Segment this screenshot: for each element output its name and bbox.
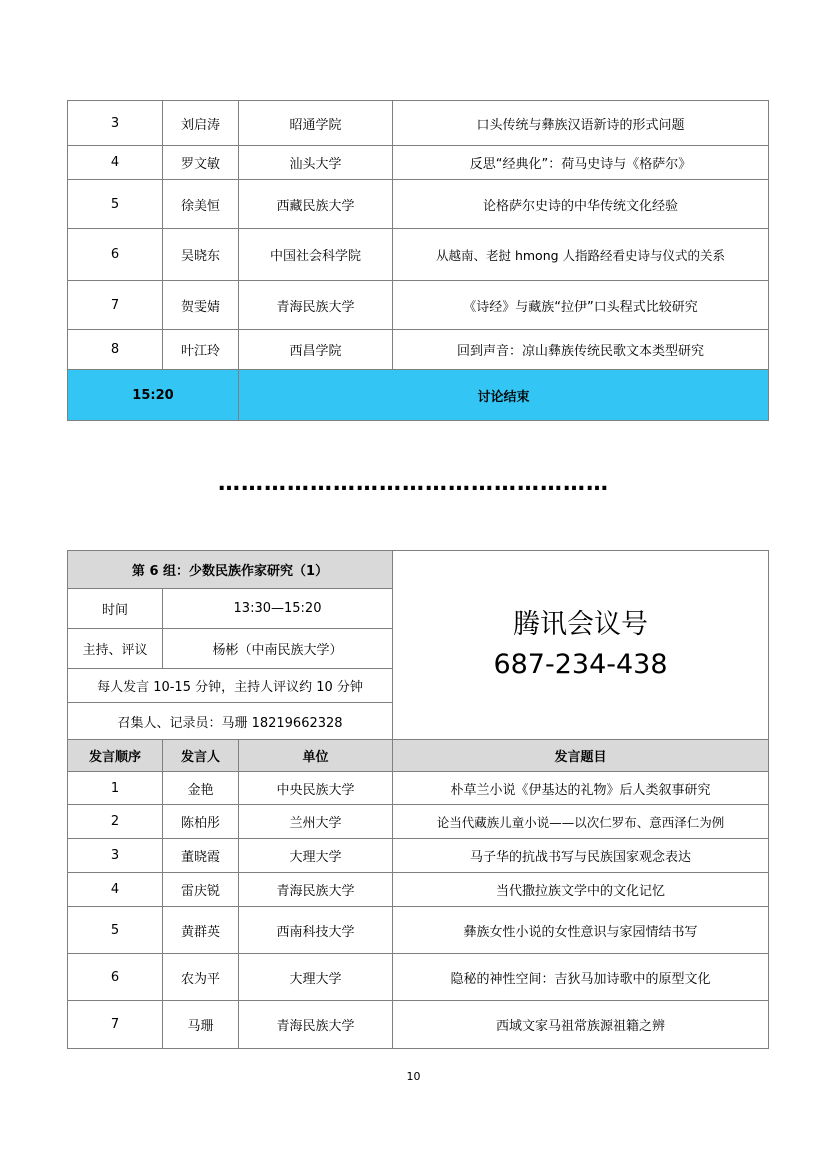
header-order: 发言顺序 bbox=[68, 740, 163, 772]
speaker-name: 董晓霞 bbox=[163, 839, 239, 873]
speaker-order: 2 bbox=[68, 805, 163, 839]
header-unit: 单位 bbox=[239, 740, 393, 772]
speaker-topic: 论格萨尔史诗的中华传统文化经验 bbox=[393, 180, 769, 229]
speaker-name: 黄群英 bbox=[163, 907, 239, 954]
speaker-order: 1 bbox=[68, 772, 163, 805]
session-end-row bbox=[68, 370, 769, 421]
table-row bbox=[68, 805, 769, 839]
speaker-unit: 青海民族大学 bbox=[239, 873, 393, 907]
speaker-topic: 从越南、老挝 hmong 人指路经看史诗与仪式的关系 bbox=[393, 229, 769, 281]
speaker-topic: 反思“经典化”：荷马史诗与《格萨尔》 bbox=[393, 146, 769, 180]
speaker-order: 3 bbox=[68, 101, 163, 146]
section-separator: …………………………………………… bbox=[218, 471, 609, 496]
speaker-unit: 汕头大学 bbox=[239, 146, 393, 180]
speaker-name: 贺雯婧 bbox=[163, 281, 239, 330]
speaker-unit: 兰州大学 bbox=[239, 805, 393, 839]
group-title: 第 6 组：少数民族作家研究（1） bbox=[68, 551, 393, 589]
meeting-label: 腾讯会议号 bbox=[513, 609, 648, 640]
speaker-topic: 马子华的抗战书写与民族国家观念表达 bbox=[393, 839, 769, 873]
speaker-unit: 大理大学 bbox=[239, 954, 393, 1001]
speaker-unit: 西昌学院 bbox=[239, 330, 393, 370]
speaker-name: 刘启涛 bbox=[163, 101, 239, 146]
speaker-topic: 当代撒拉族文学中的文化记忆 bbox=[393, 873, 769, 907]
speaker-unit: 大理大学 bbox=[239, 839, 393, 873]
speaker-topic: 彝族女性小说的女性意识与家园情结书写 bbox=[393, 907, 769, 954]
speaker-unit: 西南科技大学 bbox=[239, 907, 393, 954]
group-title-row bbox=[68, 551, 769, 589]
speaker-name: 农为平 bbox=[163, 954, 239, 1001]
meeting-info bbox=[393, 551, 769, 740]
speaker-order: 4 bbox=[68, 146, 163, 180]
table-row bbox=[68, 330, 769, 370]
speaker-topic: 朴草兰小说《伊基达的礼物》后人类叙事研究 bbox=[393, 772, 769, 805]
header-name: 发言人 bbox=[163, 740, 239, 772]
speaker-unit: 中国社会科学院 bbox=[239, 229, 393, 281]
time-label: 时间 bbox=[68, 589, 163, 629]
table-row bbox=[68, 954, 769, 1001]
header-row bbox=[68, 740, 769, 772]
table-row bbox=[68, 180, 769, 229]
group-6-schedule-table bbox=[67, 550, 769, 1049]
speaker-order: 5 bbox=[68, 180, 163, 229]
speaker-name: 罗文敏 bbox=[163, 146, 239, 180]
time-value: 13:30—15:20 bbox=[163, 589, 393, 629]
speaker-name: 马珊 bbox=[163, 1001, 239, 1049]
speaker-order: 3 bbox=[68, 839, 163, 873]
speaker-name: 陈柏彤 bbox=[163, 805, 239, 839]
speaker-order: 6 bbox=[68, 954, 163, 1001]
table-row bbox=[68, 1001, 769, 1049]
speaker-order: 5 bbox=[68, 907, 163, 954]
speaker-order: 4 bbox=[68, 873, 163, 907]
speaker-unit: 青海民族大学 bbox=[239, 1001, 393, 1049]
schedule-table-continued bbox=[67, 100, 769, 421]
speaker-topic: 西域文家马祖常族源祖籍之辨 bbox=[393, 1001, 769, 1049]
table-row bbox=[68, 839, 769, 873]
speaker-order: 7 bbox=[68, 1001, 163, 1049]
speaker-name: 雷庆锐 bbox=[163, 873, 239, 907]
speaker-unit: 昭通学院 bbox=[239, 101, 393, 146]
convener-text: 召集人、记录员：马珊 18219662328 bbox=[68, 703, 393, 740]
meeting-id: 687-234-438 bbox=[493, 649, 668, 680]
speaker-name: 吴晓东 bbox=[163, 229, 239, 281]
speaker-unit: 中央民族大学 bbox=[239, 772, 393, 805]
speaker-name: 徐美恒 bbox=[163, 180, 239, 229]
speaker-topic: 论当代藏族儿童小说——以次仁罗布、意西泽仁为例 bbox=[393, 805, 769, 839]
speaker-name: 叶江玲 bbox=[163, 330, 239, 370]
host-value: 杨彬（中南民族大学） bbox=[163, 629, 393, 669]
speaker-unit: 青海民族大学 bbox=[239, 281, 393, 330]
table-row bbox=[68, 281, 769, 330]
table-row bbox=[68, 146, 769, 180]
speaker-topic: 回到声音：凉山彝族传统民歌文本类型研究 bbox=[393, 330, 769, 370]
speaker-unit: 西藏民族大学 bbox=[239, 180, 393, 229]
speaker-order: 6 bbox=[68, 229, 163, 281]
table-row bbox=[68, 101, 769, 146]
speaker-topic: 隐秘的神性空间：吉狄马加诗歌中的原型文化 bbox=[393, 954, 769, 1001]
table-row bbox=[68, 772, 769, 805]
speaker-order: 8 bbox=[68, 330, 163, 370]
rule-text: 每人发言 10-15 分钟，主持人评议约 10 分钟 bbox=[68, 669, 393, 703]
end-time: 15:20 bbox=[68, 370, 239, 421]
table-row bbox=[68, 873, 769, 907]
speaker-topic: 《诗经》与藏族“拉伊”口头程式比较研究 bbox=[393, 281, 769, 330]
end-label: 讨论结束 bbox=[239, 370, 769, 421]
speaker-order: 7 bbox=[68, 281, 163, 330]
host-label: 主持、评议 bbox=[68, 629, 163, 669]
speaker-name: 金艳 bbox=[163, 772, 239, 805]
table-row bbox=[68, 229, 769, 281]
speaker-topic: 口头传统与彝族汉语新诗的形式问题 bbox=[393, 101, 769, 146]
table-row bbox=[68, 907, 769, 954]
header-topic: 发言题目 bbox=[393, 740, 769, 772]
page-number: 10 bbox=[406, 1070, 421, 1083]
